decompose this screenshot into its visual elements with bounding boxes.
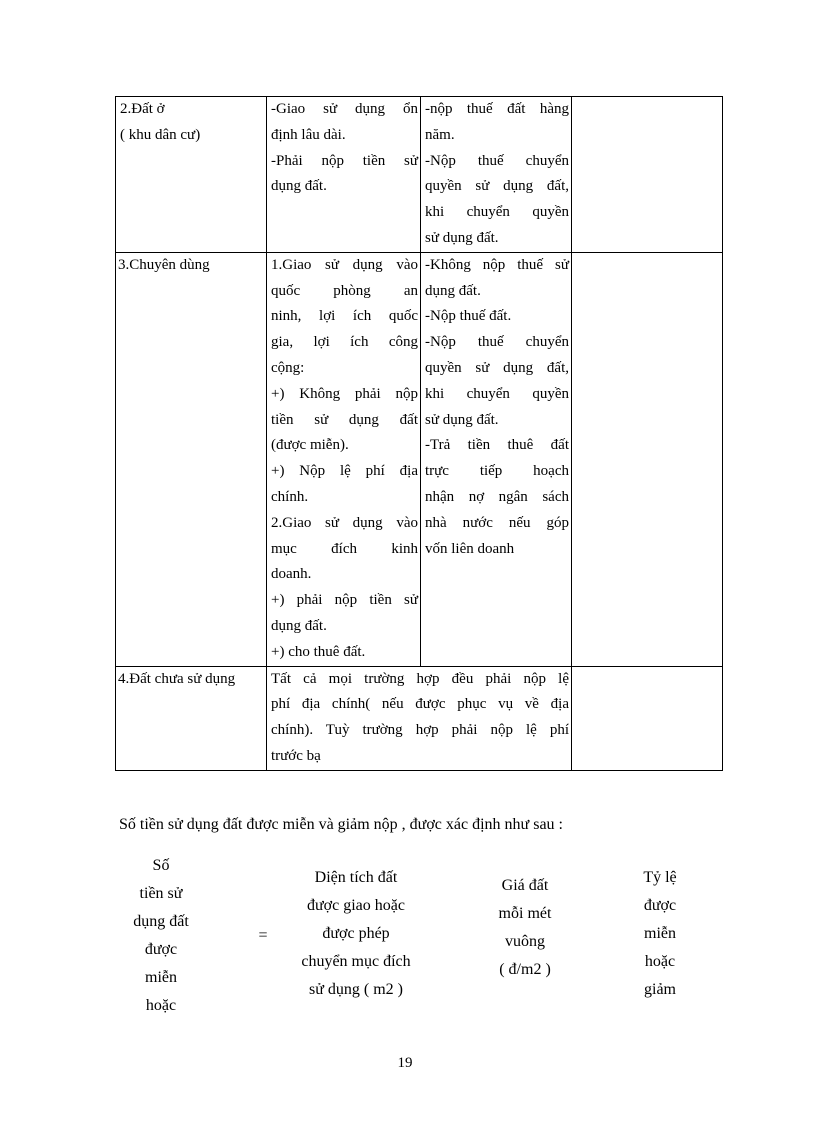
- text-line: 4.Đất chưa sử dụng: [118, 670, 236, 687]
- text-line: cộng:: [271, 359, 305, 376]
- text-line: trực tiếp hoạch: [425, 463, 569, 480]
- text-line: -Giao sử dụng ổn: [271, 101, 418, 117]
- text-line: quyền sử dụng đất,: [425, 359, 569, 376]
- page-number: 19: [397, 1055, 413, 1071]
- use-regime-residential: [267, 97, 420, 200]
- land-type-cell: [116, 252, 267, 666]
- text-line: khi chuyển quyền: [425, 385, 569, 402]
- text-line: được: [144, 941, 178, 958]
- text-line: năm.: [425, 126, 455, 143]
- text-line: dụng đất.: [271, 178, 327, 195]
- text-line: miễn: [644, 925, 676, 942]
- text-line: Số: [152, 857, 170, 874]
- text-line: mỗi mét: [498, 905, 552, 922]
- land-use-table: [115, 96, 723, 771]
- text-line: Tỷ lệ: [643, 869, 677, 886]
- land-type-special-use: [116, 253, 266, 279]
- text-line: ( đ/m2 ): [499, 961, 551, 978]
- fee-note-unused: [267, 667, 571, 770]
- use-regime-cell: [267, 97, 421, 253]
- text-line: 1.Giao sử dụng vào: [271, 256, 418, 273]
- tax-obligation-special-use: [421, 253, 571, 563]
- text-line: giảm: [644, 981, 676, 998]
- text-line: (được miễn).: [271, 437, 349, 454]
- text-line: sử dụng đất.: [425, 229, 499, 246]
- text-line: sử dụng ( m2 ): [309, 981, 403, 998]
- tax-obligation-cell: [421, 97, 572, 253]
- land-type-cell: [116, 97, 267, 253]
- formula-equals-sign: =: [258, 927, 268, 944]
- tax-obligation-residential: [421, 97, 571, 252]
- text-line: -Nộp thuế chuyển: [425, 152, 569, 169]
- text-line: -Không nộp thuế sử: [425, 256, 569, 273]
- text-line: dụng đất.: [271, 617, 327, 634]
- text-line: -Trả tiền thuê đất: [425, 437, 569, 454]
- text-line: +) phải nộp tiền sử: [271, 592, 418, 609]
- text-line: vốn liên doanh: [425, 540, 515, 557]
- land-type-residential: [116, 97, 266, 149]
- text-line: Giá đất: [501, 877, 549, 894]
- empty-cell: [572, 97, 723, 253]
- table-row: [116, 666, 723, 770]
- text-line: miễn: [145, 969, 177, 986]
- text-line: được phép: [322, 925, 390, 942]
- text-line: phí địa chính( nếu được phục vụ về địa: [271, 696, 569, 713]
- text-line: ( khu dân cư): [120, 126, 201, 143]
- text-line: tiền sử dụng đất: [271, 411, 418, 428]
- text-line: quyền sử dụng đất,: [425, 178, 569, 195]
- text-line: +) Nộp lệ phí địa: [271, 463, 418, 480]
- tax-obligation-cell: [421, 252, 572, 666]
- text-line: 2.Đất ở: [120, 101, 165, 117]
- text-line: -Nộp thuế đất.: [425, 308, 512, 325]
- text-line: nhà nước nếu góp: [425, 514, 569, 531]
- formula-exemption-rate: [620, 864, 700, 1004]
- text-line: +) Không phải nộp: [271, 385, 418, 402]
- formula-land-price: [480, 872, 570, 984]
- text-line: được: [643, 897, 677, 914]
- text-line: định lâu dài.: [271, 126, 346, 143]
- use-regime-cell: [267, 252, 421, 666]
- text-line: +) cho thuê đất.: [271, 643, 366, 660]
- text-line: sử dụng đất.: [425, 411, 499, 428]
- text-line: nhận nợ ngân sách: [425, 488, 569, 505]
- text-line: quốc phòng an: [271, 282, 418, 299]
- text-line: doanh.: [271, 566, 312, 583]
- text-line: mục đích kinh: [271, 540, 418, 557]
- text-line: dụng đất: [133, 913, 189, 930]
- text-line: hoặc: [644, 953, 676, 970]
- formula-intro: Số tiền sử dụng đất được miễn và giảm nộp , được xác định như sau :: [119, 816, 563, 833]
- text-line: ninh, lợi ích quốc: [271, 308, 418, 325]
- use-regime-special-use: [267, 253, 420, 666]
- text-line: -Phải nộp tiền sử: [271, 152, 418, 169]
- text-line: Diện tích đất: [314, 869, 398, 886]
- text-line: trước bạ: [271, 747, 321, 764]
- text-line: tiền sử: [139, 885, 183, 902]
- text-line: vuông: [505, 933, 545, 950]
- land-type-cell: [116, 666, 267, 770]
- empty-cell: [572, 252, 723, 666]
- text-line: chuyển mục đích: [301, 953, 411, 970]
- text-line: -nộp thuế đất hàng: [425, 101, 569, 117]
- text-line: gia, lợi ích công: [271, 334, 418, 351]
- text-line: chính.: [271, 488, 309, 505]
- text-line: được giao hoặc: [307, 897, 405, 914]
- text-line: Tất cả mọi trường hợp đều phải nộp lệ: [271, 670, 569, 687]
- text-line: dụng đất.: [425, 282, 481, 299]
- fee-note-cell: [267, 666, 572, 770]
- table-row: [116, 252, 723, 666]
- empty-cell: [572, 666, 723, 770]
- text-line: -Nộp thuế chuyển: [425, 334, 569, 351]
- formula-land-area: [276, 864, 436, 1004]
- text-line: khi chuyển quyền: [425, 204, 569, 221]
- formula-exempted-amount: [126, 852, 196, 1020]
- table-row: [116, 97, 723, 253]
- text-line: 3.Chuyên dùng: [118, 256, 210, 273]
- text-line: 2.Giao sử dụng vào: [271, 514, 418, 531]
- text-line: hoặc: [145, 997, 177, 1014]
- land-type-unused: [116, 667, 266, 693]
- text-line: chính). Tuỳ trường hợp phải nộp lệ phí: [271, 722, 569, 739]
